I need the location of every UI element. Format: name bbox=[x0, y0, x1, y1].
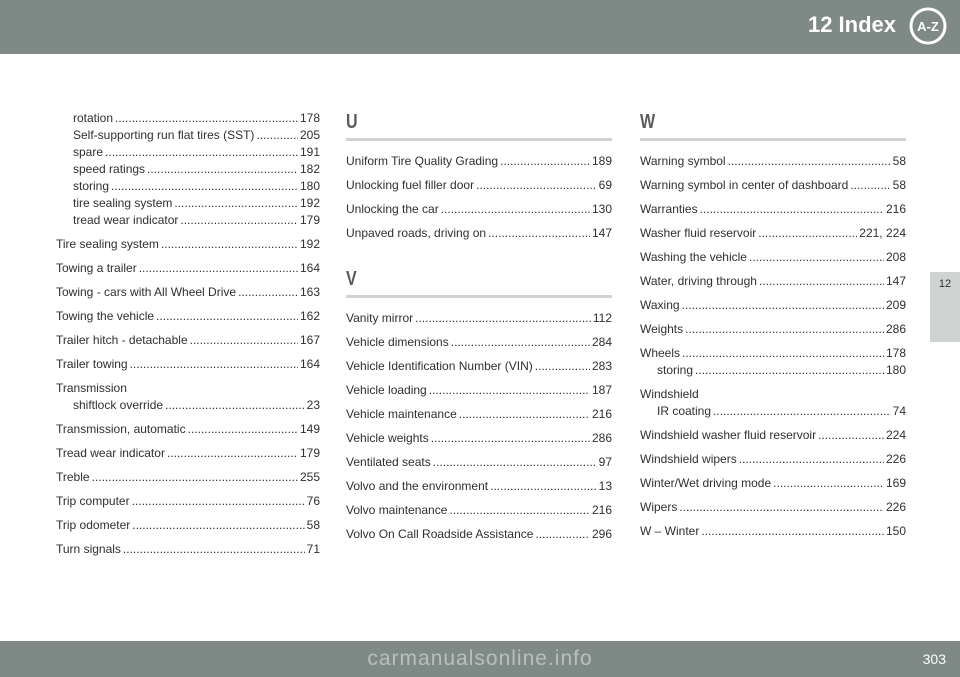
index-page: 149 bbox=[299, 422, 320, 436]
index-term: Windshield wipers bbox=[640, 452, 737, 466]
index-page: 284 bbox=[591, 335, 612, 349]
index-term: Washing the vehicle bbox=[640, 250, 747, 264]
index-section-w bbox=[640, 110, 906, 539]
leader-dots bbox=[682, 297, 884, 313]
index-entry[interactable] bbox=[346, 454, 612, 470]
leader-dots bbox=[174, 195, 298, 211]
index-term: Volvo On Call Roadside Assistance bbox=[346, 527, 534, 541]
index-term: Uniform Tire Quality Grading bbox=[346, 154, 499, 168]
index-column-2 bbox=[346, 110, 612, 556]
leader-dots bbox=[132, 493, 305, 509]
index-page: 179 bbox=[299, 213, 320, 227]
index-term: Self-supporting run flat tires (SST) bbox=[73, 128, 255, 142]
leader-dots bbox=[415, 310, 591, 326]
index-entry[interactable] bbox=[56, 356, 320, 372]
leader-dots bbox=[451, 334, 590, 350]
index-term: Trailer hitch - detachable bbox=[56, 333, 188, 347]
index-page: 112 bbox=[592, 311, 612, 325]
index-term: Windshield washer fluid reservoir bbox=[640, 428, 817, 442]
index-term: Weights bbox=[640, 322, 684, 336]
leader-dots bbox=[256, 127, 298, 143]
index-page: 180 bbox=[299, 179, 320, 193]
index-page: 216 bbox=[885, 202, 906, 216]
index-term: Trip odometer bbox=[56, 518, 131, 532]
index-term: Towing a trailer bbox=[56, 261, 137, 275]
index-term: Unlocking the car bbox=[346, 202, 439, 216]
index-entry[interactable] bbox=[346, 225, 612, 241]
index-page: 147 bbox=[885, 274, 906, 288]
index-term: Wheels bbox=[640, 346, 681, 360]
index-page: 226 bbox=[885, 500, 906, 514]
index-section-v bbox=[346, 267, 612, 542]
index-page: 178 bbox=[299, 111, 320, 125]
index-entry[interactable] bbox=[56, 421, 320, 437]
index-page: 164 bbox=[299, 261, 320, 275]
index-entry[interactable] bbox=[346, 478, 612, 494]
index-entry[interactable] bbox=[56, 541, 320, 557]
leader-dots bbox=[238, 284, 298, 300]
index-entry[interactable] bbox=[346, 334, 612, 350]
index-section-u bbox=[346, 110, 612, 241]
leader-dots bbox=[165, 397, 305, 413]
index-entry[interactable] bbox=[640, 177, 906, 193]
index-page: 58 bbox=[306, 518, 320, 532]
index-page: 147 bbox=[591, 226, 612, 240]
index-term: Vehicle dimensions bbox=[346, 335, 449, 349]
index-entry[interactable] bbox=[640, 249, 906, 265]
index-entry[interactable] bbox=[56, 195, 320, 211]
section-divider bbox=[640, 138, 906, 141]
leader-dots bbox=[679, 499, 884, 515]
index-term: Warranties bbox=[640, 202, 698, 216]
index-entry[interactable] bbox=[56, 308, 320, 324]
index-page: 162 bbox=[299, 309, 320, 323]
index-term: Waxing bbox=[640, 298, 680, 312]
index-page: 182 bbox=[299, 162, 320, 176]
index-entry[interactable] bbox=[346, 502, 612, 518]
index-term: Warning symbol bbox=[640, 154, 726, 168]
index-page: 180 bbox=[885, 363, 906, 377]
index-entry[interactable] bbox=[56, 178, 320, 194]
index-term: Vanity mirror bbox=[346, 311, 414, 325]
index-entry[interactable] bbox=[346, 430, 612, 446]
index-term: Washer fluid reservoir bbox=[640, 226, 757, 240]
leader-dots bbox=[115, 110, 298, 126]
index-entry[interactable] bbox=[640, 362, 906, 378]
index-term: Transmission, automatic bbox=[56, 422, 186, 436]
index-page: 76 bbox=[306, 494, 320, 508]
index-term: Turn signals bbox=[56, 542, 121, 556]
index-page: 224 bbox=[885, 428, 906, 442]
index-page: 58 bbox=[892, 154, 906, 168]
index-term: Vehicle loading bbox=[346, 383, 427, 397]
index-term: Trailer towing bbox=[56, 357, 128, 371]
index-term: Vehicle weights bbox=[346, 431, 429, 445]
index-page: 226 bbox=[885, 452, 906, 466]
leader-dots bbox=[700, 201, 884, 217]
index-term: Vehicle Identification Number (VIN) bbox=[346, 359, 533, 373]
index-entry[interactable] bbox=[56, 236, 320, 252]
leader-dots bbox=[441, 201, 590, 217]
index-page: 216 bbox=[591, 503, 612, 517]
index-page: 221, 224 bbox=[859, 226, 906, 240]
index-entry[interactable] bbox=[640, 273, 906, 289]
leader-dots bbox=[682, 345, 884, 361]
index-heading-term: Windshield bbox=[640, 387, 699, 401]
index-entry[interactable] bbox=[640, 523, 906, 539]
index-page: 286 bbox=[885, 322, 906, 336]
index-term: speed ratings bbox=[73, 162, 146, 176]
index-page: 71 bbox=[306, 542, 320, 556]
index-entry[interactable] bbox=[56, 469, 320, 485]
header-bar bbox=[0, 0, 960, 54]
index-page: 192 bbox=[299, 196, 320, 210]
index-entry[interactable] bbox=[346, 406, 612, 422]
page-number: 303 bbox=[922, 651, 946, 667]
section-letter: U bbox=[346, 111, 358, 133]
leader-dots bbox=[739, 451, 884, 467]
leader-dots bbox=[132, 517, 304, 533]
leader-dots bbox=[713, 403, 891, 419]
index-entry[interactable] bbox=[640, 499, 906, 515]
index-page: 23 bbox=[306, 398, 320, 412]
leader-dots bbox=[749, 249, 884, 265]
leader-dots bbox=[759, 273, 884, 289]
index-term: storing bbox=[73, 179, 110, 193]
index-term: tire sealing system bbox=[73, 196, 173, 210]
index-page: 209 bbox=[885, 298, 906, 312]
index-page: 286 bbox=[591, 431, 612, 445]
index-entry[interactable] bbox=[56, 127, 320, 143]
leader-dots bbox=[535, 358, 590, 374]
index-term: Tire sealing system bbox=[56, 237, 159, 251]
index-page: 97 bbox=[598, 455, 612, 469]
chapter-side-tab[interactable] bbox=[930, 272, 960, 342]
index-entry[interactable] bbox=[56, 397, 320, 413]
index-term: Trip computer bbox=[56, 494, 130, 508]
index-term: IR coating bbox=[657, 404, 712, 418]
index-term: Vehicle maintenance bbox=[346, 407, 457, 421]
section-divider bbox=[346, 138, 612, 141]
index-entry[interactable] bbox=[346, 310, 612, 326]
section-letter: W bbox=[640, 111, 656, 133]
index-entry[interactable] bbox=[56, 161, 320, 177]
index-page: 163 bbox=[299, 285, 320, 299]
index-term: Unlocking fuel filler door bbox=[346, 178, 475, 192]
index-entry[interactable] bbox=[56, 144, 320, 160]
index-term: Winter/Wet driving mode bbox=[640, 476, 772, 490]
index-entry[interactable] bbox=[640, 451, 906, 467]
index-column-3 bbox=[640, 110, 906, 553]
index-page: 130 bbox=[591, 202, 612, 216]
a-z-index-icon bbox=[908, 6, 948, 46]
index-entry[interactable] bbox=[346, 153, 612, 169]
leader-dots bbox=[685, 321, 884, 337]
leader-dots bbox=[728, 153, 891, 169]
index-entry[interactable] bbox=[640, 321, 906, 337]
index-term: Wipers bbox=[640, 500, 678, 514]
index-page: 74 bbox=[892, 404, 906, 418]
index-page: 169 bbox=[885, 476, 906, 490]
index-entry[interactable] bbox=[640, 225, 906, 241]
index-term: shiftlock override bbox=[73, 398, 164, 412]
index-term: rotation bbox=[73, 111, 114, 125]
index-page: 216 bbox=[591, 407, 612, 421]
leader-dots bbox=[488, 225, 590, 241]
leader-dots bbox=[123, 541, 305, 557]
index-entry[interactable] bbox=[346, 526, 612, 542]
index-entry[interactable] bbox=[640, 297, 906, 313]
index-page: 205 bbox=[299, 128, 320, 142]
index-page: 189 bbox=[591, 154, 612, 168]
a-z-icon-text: A-Z bbox=[917, 19, 939, 34]
index-term: W – Winter bbox=[640, 524, 700, 538]
index-entry[interactable] bbox=[56, 260, 320, 276]
index-entry[interactable] bbox=[346, 382, 612, 398]
leader-dots bbox=[818, 427, 884, 443]
index-term: tread wear indicator bbox=[73, 213, 179, 227]
index-term: Unpaved roads, driving on bbox=[346, 226, 487, 240]
index-entry[interactable] bbox=[56, 110, 320, 126]
leader-dots bbox=[130, 356, 298, 372]
index-entry[interactable] bbox=[56, 445, 320, 461]
index-term: storing bbox=[657, 363, 694, 377]
index-entry[interactable] bbox=[56, 332, 320, 348]
index-page: 167 bbox=[299, 333, 320, 347]
index-entry[interactable] bbox=[56, 517, 320, 533]
index-page: 187 bbox=[591, 383, 612, 397]
index-page: 164 bbox=[299, 357, 320, 371]
index-term: Water, driving through bbox=[640, 274, 757, 288]
leader-dots bbox=[500, 153, 590, 169]
leader-dots bbox=[490, 478, 597, 494]
index-column-1 bbox=[56, 110, 320, 557]
leader-dots bbox=[850, 177, 890, 193]
index-page: 58 bbox=[892, 178, 906, 192]
index-page: 69 bbox=[598, 178, 612, 192]
index-page: 13 bbox=[598, 479, 612, 493]
leader-dots bbox=[449, 502, 590, 518]
watermark: carmanualsonline.info bbox=[367, 647, 593, 670]
chapter-side-tab-label: 12 bbox=[938, 278, 952, 290]
index-entry[interactable] bbox=[346, 358, 612, 374]
index-page: 296 bbox=[591, 527, 612, 541]
index-term: Treble bbox=[56, 470, 90, 484]
leader-dots bbox=[459, 406, 590, 422]
index-entry[interactable] bbox=[640, 345, 906, 361]
leader-dots bbox=[105, 144, 298, 160]
leader-dots bbox=[147, 161, 298, 177]
leader-dots bbox=[758, 225, 857, 241]
leader-dots bbox=[701, 523, 884, 539]
index-term: Volvo maintenance bbox=[346, 503, 448, 517]
index-page: 191 bbox=[299, 145, 320, 159]
leader-dots bbox=[161, 236, 298, 252]
index-entry[interactable] bbox=[640, 475, 906, 491]
index-entry[interactable] bbox=[56, 212, 320, 228]
index-page: 178 bbox=[885, 346, 906, 360]
index-page: 283 bbox=[591, 359, 612, 373]
index-entry[interactable] bbox=[640, 403, 906, 419]
leader-dots bbox=[190, 332, 298, 348]
chapter-title: 12 Index bbox=[807, 12, 896, 37]
leader-dots bbox=[167, 445, 298, 461]
section-letter: V bbox=[346, 268, 357, 290]
index-entry[interactable] bbox=[640, 427, 906, 443]
leader-dots bbox=[773, 475, 884, 491]
index-entry[interactable] bbox=[56, 493, 320, 509]
leader-dots bbox=[111, 178, 298, 194]
leader-dots bbox=[156, 308, 298, 324]
leader-dots bbox=[429, 382, 590, 398]
leader-dots bbox=[180, 212, 298, 228]
leader-dots bbox=[476, 177, 597, 193]
index-entry[interactable] bbox=[640, 153, 906, 169]
index-term: Towing - cars with All Wheel Drive bbox=[56, 285, 237, 299]
section-divider bbox=[346, 295, 612, 298]
leader-dots bbox=[433, 454, 597, 470]
index-entry[interactable] bbox=[346, 177, 612, 193]
leader-dots bbox=[535, 526, 590, 542]
leader-dots bbox=[188, 421, 298, 437]
index-term: Ventilated seats bbox=[346, 455, 431, 469]
index-page: 192 bbox=[299, 237, 320, 251]
index-entry[interactable] bbox=[56, 284, 320, 300]
leader-dots bbox=[431, 430, 590, 446]
index-page: 179 bbox=[299, 446, 320, 460]
index-term: Towing the vehicle bbox=[56, 309, 155, 323]
leader-dots bbox=[695, 362, 884, 378]
leader-dots bbox=[92, 469, 298, 485]
leader-dots bbox=[139, 260, 298, 276]
index-entry[interactable] bbox=[346, 201, 612, 217]
index-page: 208 bbox=[885, 250, 906, 264]
index-term: Tread wear indicator bbox=[56, 446, 165, 460]
index-page: 255 bbox=[299, 470, 320, 484]
index-entry[interactable] bbox=[640, 201, 906, 217]
index-term: spare bbox=[73, 145, 104, 159]
index-term: Volvo and the environment bbox=[346, 479, 489, 493]
index-heading-term: Transmission bbox=[56, 381, 127, 395]
index-page: 150 bbox=[885, 524, 906, 538]
index-term: Warning symbol in center of dashboard bbox=[640, 178, 849, 192]
